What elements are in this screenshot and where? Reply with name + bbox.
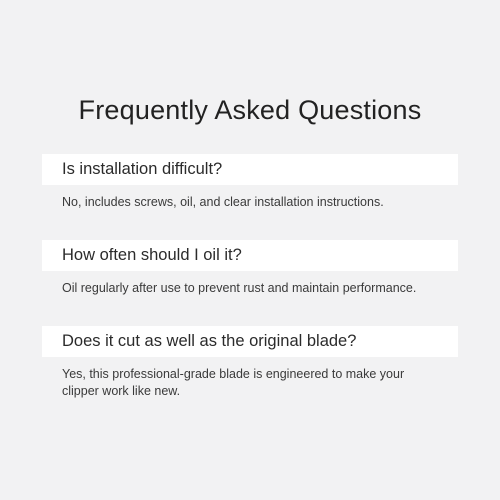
faq-question[interactable]: Is installation difficult? [42,154,458,185]
faq-item [42,240,458,297]
faq-answer: Oil regularly after use to prevent rust and maintain performance. [62,281,417,295]
faq-item [42,154,458,211]
faq-answer: Yes, this professional-grade blade is engineered to make your clipper work like new. [62,367,405,398]
page-title: Frequently Asked Questions [78,95,422,125]
faq-question[interactable]: How often should I oil it? [42,240,458,271]
faq-question[interactable]: Does it cut as well as the original blade? [42,326,458,357]
faq-item [42,326,458,400]
faq-answer: No, includes screws, oil, and clear installation instructions. [62,195,384,209]
